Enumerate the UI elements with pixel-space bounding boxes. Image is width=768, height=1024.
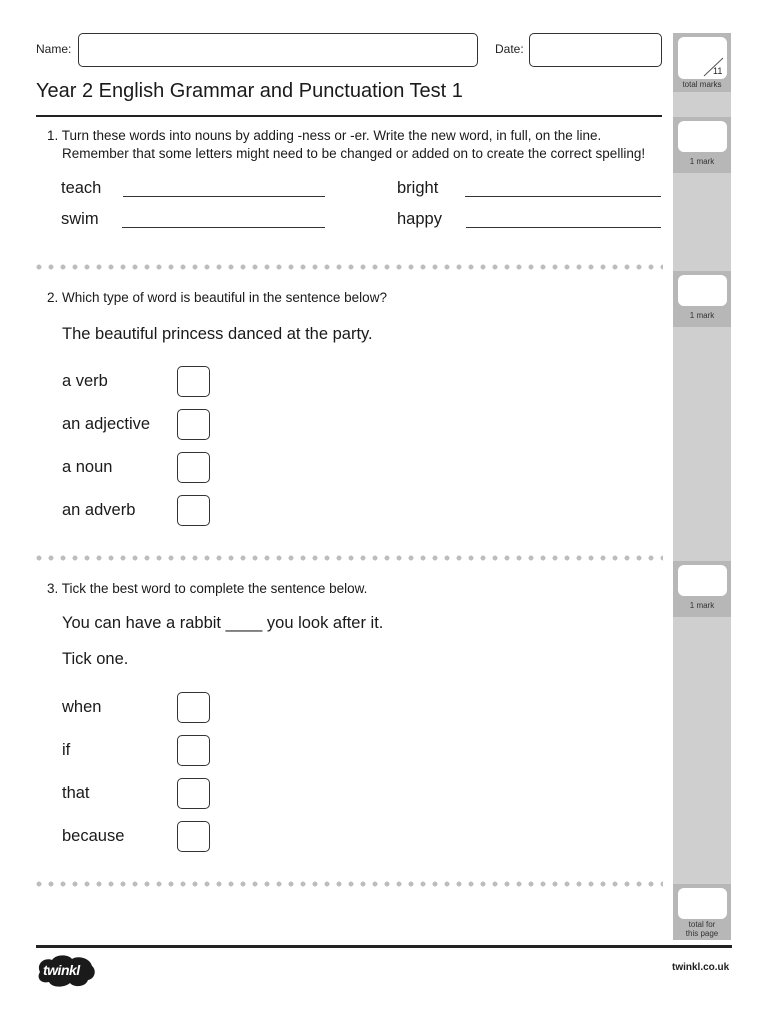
footer-rule [36,945,732,948]
q3-checkbox-if[interactable] [177,735,210,766]
q3-instruction: Tick one. [62,650,129,668]
page-total-label-line2: this page [685,929,719,938]
q1-prompt-line2: Remember that some letters might need to be changed or added on to create the correct spelling! [62,146,646,161]
q1-answer-line-swim[interactable] [122,227,325,228]
q3-mark-box[interactable] [678,565,727,596]
q2-checkbox-adverb[interactable] [177,495,210,526]
total-marks-box [678,37,727,79]
q2-option-label-noun: a noun [62,458,113,476]
twinkl-logo-text: twinkl [43,962,80,978]
q1-word-swim: swim [61,210,99,228]
q2-checkbox-verb[interactable] [177,366,210,397]
q3-option-label-because: because [62,827,125,845]
q1-answer-line-happy[interactable] [466,227,661,228]
q3-option-label-if: if [62,741,71,759]
q3-sentence: You can have a rabbit ____ you look after it. [62,614,384,632]
q3-checkbox-because[interactable] [177,821,210,852]
q2-prompt: 2. Which type of word is beautiful in the sentence below? [47,290,387,305]
q2-mark-label: 1 mark [689,311,715,320]
date-field[interactable] [529,33,662,67]
q2-option-label-adverb: an adverb [62,501,136,519]
q3-option-label-that: that [62,784,90,802]
q2-checkbox-noun[interactable] [177,452,210,483]
q2-sentence: The beautiful princess danced at the party. [62,325,373,343]
total-marks-value: 11 [713,66,723,76]
total-marks-label: total marks [682,80,722,89]
q3-prompt: 3. Tick the best word to complete the sentence below. [47,581,368,596]
footer-url[interactable]: twinkl.co.uk [672,962,730,973]
separator-dots-2 [33,555,663,561]
q3-checkbox-when[interactable] [177,692,210,723]
q2-checkbox-adjective[interactable] [177,409,210,440]
page-total-label [673,920,731,938]
name-label: Name: [36,42,72,56]
q1-answer-line-teach[interactable] [123,196,325,197]
page-total-label-line1: total for [688,920,716,929]
q1-word-happy: happy [397,210,442,228]
q3-checkbox-that[interactable] [177,778,210,809]
separator-dots-1 [33,264,663,270]
title-rule [36,115,662,117]
q3-mark-label: 1 mark [689,601,715,610]
q2-mark-box[interactable] [678,275,727,306]
q3-option-label-when: when [62,698,102,716]
q1-word-teach: teach [61,179,102,197]
page-title: Year 2 English Grammar and Punctuation Test 1 [36,80,463,102]
q1-mark-box[interactable] [678,121,727,152]
q1-answer-line-bright[interactable] [465,196,661,197]
name-field[interactable] [78,33,478,67]
page-total-box[interactable] [678,888,727,919]
twinkl-logo [34,952,98,990]
q1-word-bright: bright [397,179,439,197]
date-label: Date: [495,42,524,56]
separator-dots-3 [33,881,663,887]
q1-mark-label: 1 mark [689,157,715,166]
q2-option-label-verb: a verb [62,372,108,390]
q2-option-label-adjective: an adjective [62,415,151,433]
q1-prompt-line1: 1. Turn these words into nouns by adding -ness or -er. Write the new word, in full, on the line. [47,128,602,143]
